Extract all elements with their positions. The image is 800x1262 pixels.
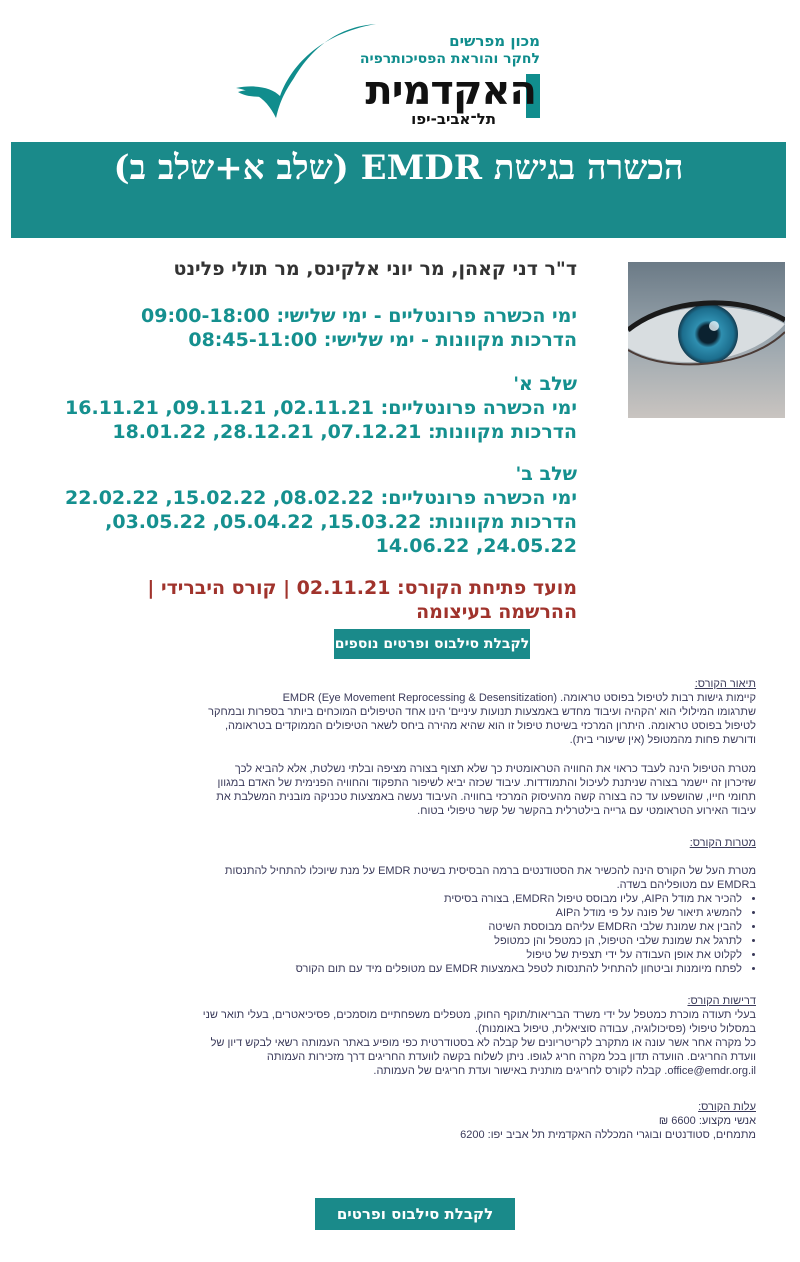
stage-b-frontal: ימי הכשרה פרונטליים: 08.02.22, 15.02.22, 22.02.22 [65,487,577,509]
wing-logo-icon [228,18,378,130]
schedule-online: הדרכות מקוונות - ימי שלישי: 08:45-11:00 [188,329,577,351]
list-item: • להבין את שמונת שלבי הEMDR עליהם מבוססת השיטה [56,920,742,934]
opening-date: מועד פתיחת הקורס: 02.11.21 | קורס היברידי | [147,577,577,599]
description-text: תחומי חייו, שהושפעו עד כה בצורה קשה מהעיסוק המרכזי בחוויה. העיבוד נעשה באמצעות טכניקה מובנית המשלבת את [216,791,756,803]
title-banner [11,142,786,238]
requirements-text: וועדת החריגים. הוועדה תדון בכל מקרה חריג לגופו. ניתן לשלוח בקשה לוועדת החריגים דרך מזכירות העמותה [266,1051,756,1063]
requirements-text: office@emdr.org.il. קבלה לקורס לחריגים מותנית באישור ועדת חריגים של העמותה. [373,1065,756,1077]
stage-a-online: הדרכות מקוונות: 07.12.21, 28.12.21, 18.01.22 [112,421,577,443]
description-text: קיימות גישות רבות לטיפול בפוסט טראומה. EMDR (Eye Movement Reprocessing & Desensitization) [282,692,756,704]
page-title: הכשרה בגישת EMDR (שלב א+שלב ב) [113,148,684,188]
syllabus-button-bottom[interactable]: לקבלת סילבוס ופרטים נוספים [315,1198,515,1230]
logo-name: האקדמית [365,68,536,114]
syllabus-button-top[interactable]: לקבלת סילבוס ופרטים נוספים [334,629,530,659]
stage-b-online: הדרכות מקוונות: 15.03.22, 05.04.22, 03.05.22, 24.05.22, 14.06.22 [105,511,577,557]
schedule-block [57,304,577,352]
stage-b-block [57,462,577,558]
cost-professionals: אנשי מקצוע: 6600 ₪ [658,1115,756,1127]
stage-a-title: שלב א' [513,373,577,395]
requirements-text: בעלי תעודה מוכרת כמטפל על ידי משרד הבריאות/תוקף החוק, מטפלים משפחתיים מוסמכים, פסיכיאטרים, בעלי תואר שני [202,1009,756,1021]
stage-a-frontal: ימי הכשרה פרונטליים: 02.11.21, 09.11.21, 16.11.21 [65,397,577,419]
stage-b-title: שלב ב' [515,463,577,485]
list-item: • לתרגל את שמונת שלבי הטיפול, הן כמטפל והן כמטופל [56,934,742,948]
logo-line1: מכון מפרשים [449,32,540,50]
schedule-frontal: ימי הכשרה פרונטליים - ימי שלישי: 09:00-18:00 [141,305,577,327]
requirements-text: במסלול טיפולי (פסיכולוגיה, עבודה סוציאלית, טיפול באומנות). [474,1023,756,1035]
course-description [56,677,756,747]
description-text: שתרגומו המילולי הוא 'הקהיה ועיבוד מחדש באמצעות תנועות עיניים' הינו אחד הטיפולים המוכחים ביותר בספרות ובמחקר [208,706,756,718]
list-item: • להכיר את מודל הAIP, עליו מבוסס טיפול הEMDR, בצורה בסיסית [56,892,742,906]
course-goals [56,864,756,976]
costs-heading: עלות הקורס: [698,1101,756,1113]
description-text: ודורשת פחות מהמטופל (אין שיעורי בית). [569,734,756,746]
stage-a-block [57,372,577,444]
description-text: שזיכרון זה יישמר בצורה שניתנת לעיכול והתמודדות. עיבוד שכזה יביא לשיפור התפקוד והחוויה הפנימית של האדם במגוון [217,777,756,789]
college-logo [228,18,568,130]
list-item: • להמשיג תיאור של פונה על פי מודל הAIP [56,906,742,920]
logo-city: תל־אביב-יפו [411,110,496,128]
cost-students: מתמחים, סטודנטים ובוגרי המכללה האקדמית תל אביב יפו: 6200 [460,1129,756,1141]
course-description-2 [56,762,756,818]
course-costs [56,1100,756,1142]
description-text: עיבוד האירוע הטראומטי עם גרייה בילטרלית בהקשר של קשר טיפולי בטוח. [417,805,756,817]
eye-image [628,262,785,418]
description-heading: תיאור הקורס: [694,678,756,690]
course-requirements [56,994,756,1078]
instructors: ד"ר דני קאהן, מר יוני אלקינס, מר תולי פלינט [173,258,577,280]
goals-heading: מטרות הקורס: [689,837,756,849]
logo-line2: לחקר והוראת הפסיכותרפיה [359,51,540,67]
list-item: • לפתח מיומנות וביטחון להתחיל להתנסות לטפל באמצעות EMDR עם מטופלים מיד עם תום הקורס [56,962,742,976]
requirements-text: כל מקרה אחר אשר עונה או מתקרב לקריטריונים של קבלה לא בסטודרטית כפי מופיע באתר העמותה רשאי לבקש דיון של [210,1037,756,1049]
opening-block [57,576,577,624]
goals-intro: בEMDR עם מטופליהם בשדה. [616,879,756,891]
goals-list [56,892,756,976]
goals-heading-wrap [56,836,756,850]
registration-status: ההרשמה בעיצומה [416,601,577,623]
goals-intro: מטרת העל של הקורס הינה להכשיר את הסטודנטים ברמה הבסיסית בשיטת EMDR על מנת שיוכלו להתחיל להתנסות [224,865,756,877]
description-text: מטרת הטיפול הינה לעבד כראוי את החוויה הטראומטית כך שלא תצוף בצורה מציפה ובלתי נשלטת, אלא להביא לכך [234,763,756,775]
list-item: • לקלוט את אופן העבודה על ידי תצפית של טיפול [56,948,742,962]
description-text: לטיפול בפוסט טראומה. היתרון המרכזי בשיטת טיפול זו הוא שהיא מהירה ביחס לשאר הטיפולים הממוקדים בטראומה, [224,720,756,732]
requirements-heading: דרישות הקורס: [687,995,756,1007]
